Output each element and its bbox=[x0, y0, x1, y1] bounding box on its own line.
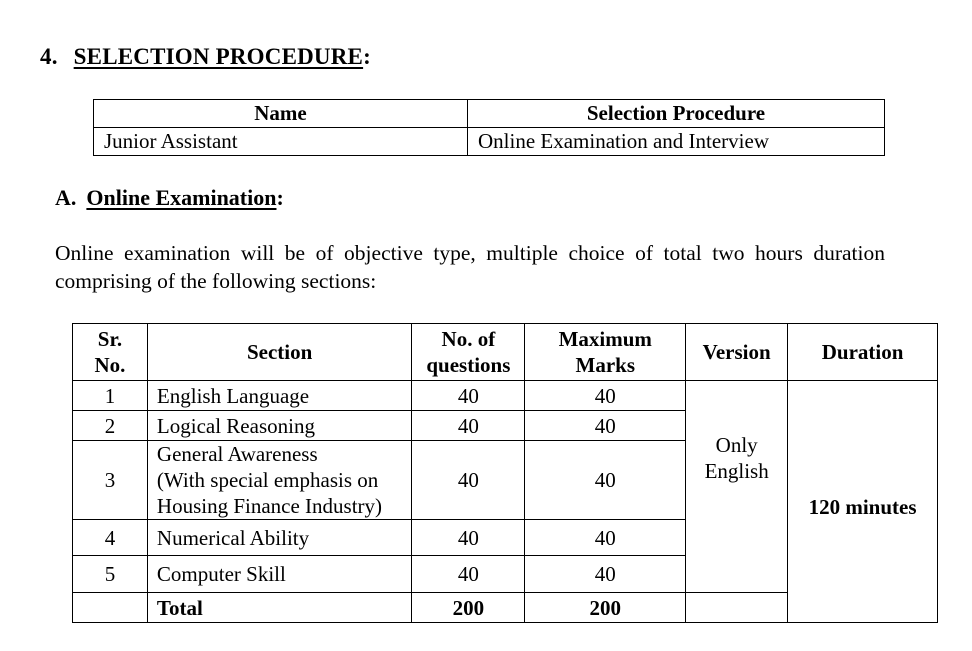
total-version-blank bbox=[686, 593, 788, 623]
header-max-marks: Maximum Marks bbox=[525, 324, 686, 381]
questions-cell: 40 bbox=[412, 556, 525, 593]
total-label: Total bbox=[147, 593, 412, 623]
total-marks: 200 bbox=[525, 593, 686, 623]
sr-cell: 1 bbox=[73, 381, 148, 411]
procedure-cell: Online Examination and Interview bbox=[468, 128, 885, 156]
marks-cell: 40 bbox=[525, 556, 686, 593]
section-title-colon: : bbox=[363, 44, 371, 69]
table-header-row bbox=[73, 324, 938, 381]
total-sr-blank bbox=[73, 593, 148, 623]
subsection-title: Online Examination bbox=[86, 185, 277, 210]
total-questions: 200 bbox=[412, 593, 525, 623]
sr-cell: 4 bbox=[73, 520, 148, 556]
section-cell: English Language bbox=[147, 381, 412, 411]
marks-cell: 40 bbox=[525, 381, 686, 411]
post-name-cell: Junior Assistant bbox=[94, 128, 468, 156]
section-4-heading bbox=[40, 44, 371, 70]
questions-cell: 40 bbox=[412, 441, 525, 520]
header-duration: Duration bbox=[788, 324, 938, 381]
section-cell: Logical Reasoning bbox=[147, 411, 412, 441]
table-row bbox=[94, 128, 885, 156]
online-exam-heading bbox=[55, 185, 284, 211]
version-cell: Only English bbox=[686, 381, 788, 593]
post-selection-table bbox=[93, 99, 885, 156]
header-questions: No. of questions bbox=[412, 324, 525, 381]
subsection-title-colon: : bbox=[276, 185, 284, 210]
sr-cell: 5 bbox=[73, 556, 148, 593]
section-cell: Computer Skill bbox=[147, 556, 412, 593]
questions-cell: 40 bbox=[412, 381, 525, 411]
table-row bbox=[73, 381, 938, 411]
section-number: 4. bbox=[40, 44, 58, 69]
header-version: Version bbox=[686, 324, 788, 381]
marks-cell: 40 bbox=[525, 520, 686, 556]
header-selection-procedure: Selection Procedure bbox=[468, 100, 885, 128]
header-name: Name bbox=[94, 100, 468, 128]
exam-description-paragraph: Online examination will be of objective type, multiple choice of total two hours duration comprising of the following sections: bbox=[55, 241, 885, 293]
subsection-label: A. bbox=[55, 185, 77, 210]
questions-cell: 40 bbox=[412, 520, 525, 556]
exam-sections-table bbox=[72, 323, 938, 623]
table-header-row bbox=[94, 100, 885, 128]
marks-cell: 40 bbox=[525, 411, 686, 441]
header-section: Section bbox=[147, 324, 412, 381]
marks-cell: 40 bbox=[525, 441, 686, 520]
sr-cell: 3 bbox=[73, 441, 148, 520]
questions-cell: 40 bbox=[412, 411, 525, 441]
duration-cell: 120 minutes bbox=[788, 381, 938, 623]
sr-cell: 2 bbox=[73, 411, 148, 441]
section-cell: General Awareness (With special emphasis on Housing Finance Industry) bbox=[147, 441, 412, 520]
section-title: SELECTION PROCEDURE bbox=[73, 44, 364, 69]
header-sr-no: Sr. No. bbox=[73, 324, 148, 381]
section-cell: Numerical Ability bbox=[147, 520, 412, 556]
